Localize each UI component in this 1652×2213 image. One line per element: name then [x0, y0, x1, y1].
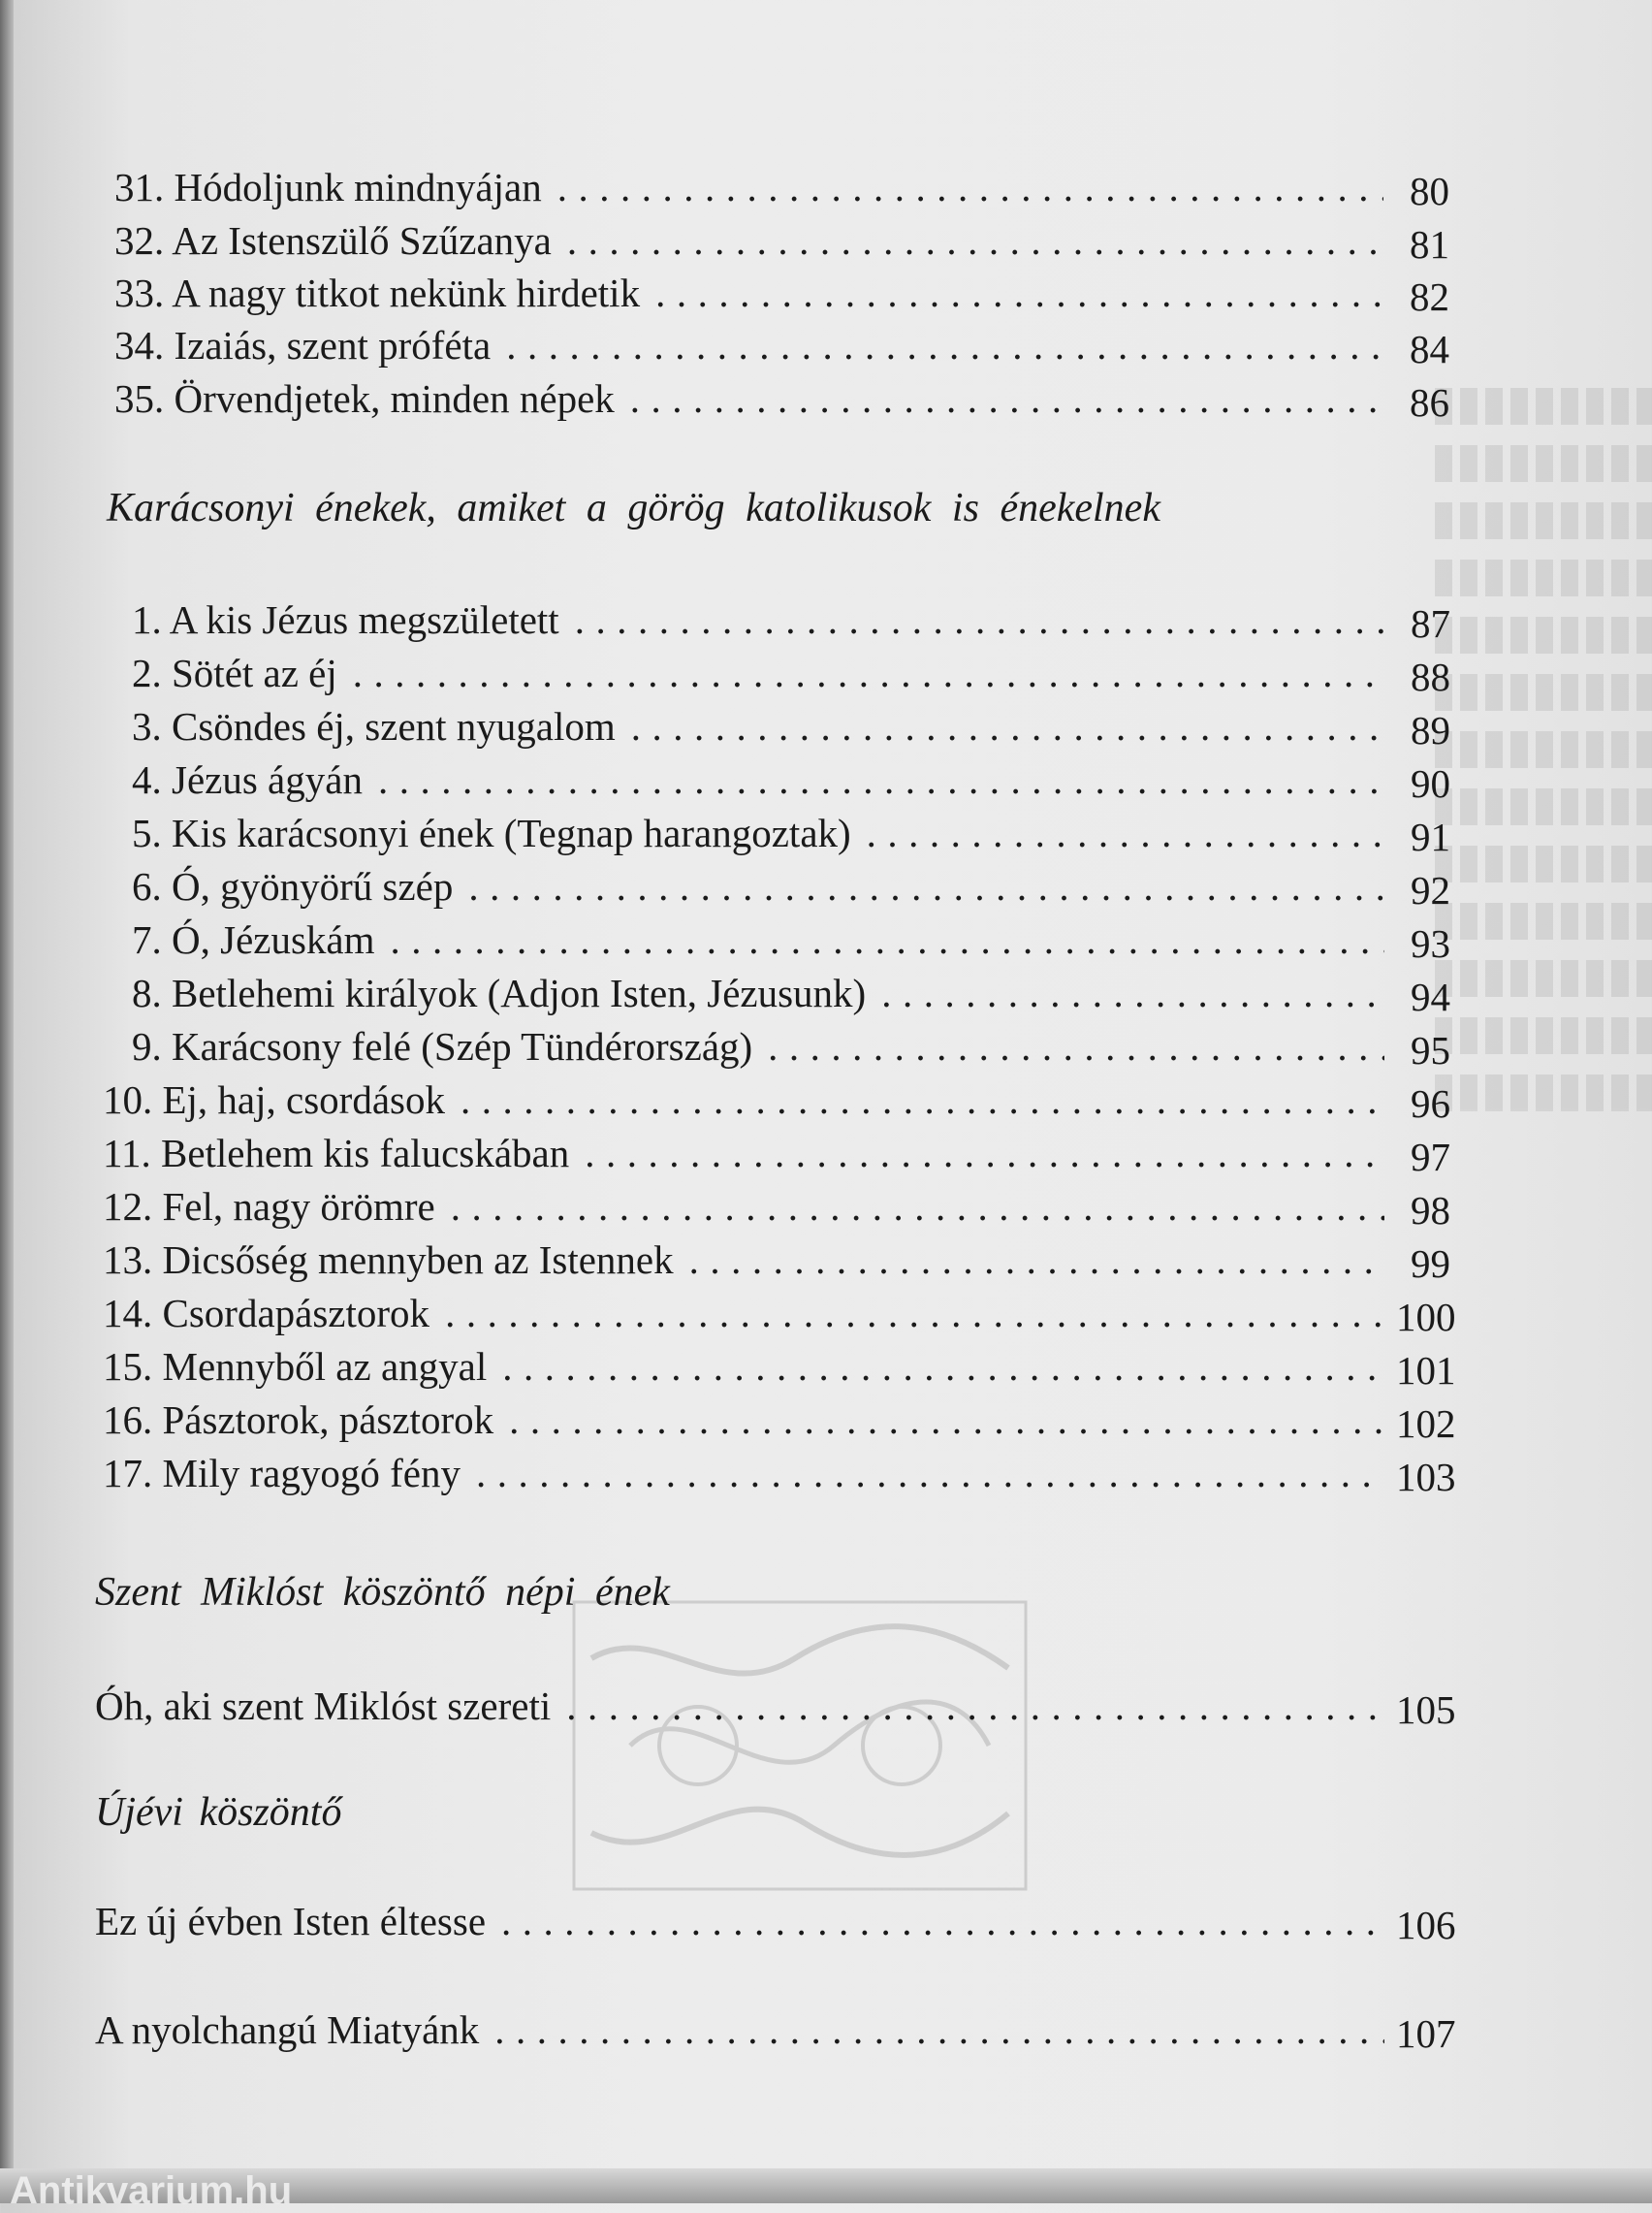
entry-title: Óh, aki szent Miklóst szereti: [95, 1684, 552, 1728]
entry-page: 84: [1410, 327, 1449, 371]
entry-title: 11. Betlehem kis falucskában: [103, 1131, 570, 1175]
entry-title: 33. A nagy titkot nekünk hirdetik: [114, 271, 641, 315]
dot-leader: [867, 814, 1384, 857]
entry-title: 8. Betlehemi királyok (Adjon Isten, Jézusunk): [132, 971, 867, 1015]
toc-entry[interactable]: [132, 643, 1450, 697]
toc-entry[interactable]: [95, 1891, 1456, 1947]
decorative-ornament: [572, 1600, 1028, 1891]
entry-page: 91: [1411, 815, 1450, 859]
entry-page: 90: [1411, 761, 1450, 806]
toc-entry[interactable]: [114, 157, 1449, 211]
dot-leader: [468, 867, 1384, 911]
entry-title: 32. Az Istenszülő Szűzanya: [114, 218, 552, 263]
toc-entry[interactable]: [103, 1070, 1450, 1124]
entry-page: 97: [1411, 1135, 1450, 1179]
toc-entry[interactable]: [103, 1336, 1456, 1393]
section-heading-christmas: Karácsonyi énekek, amiket a görög katolikusok is énekelnek: [107, 486, 1160, 530]
entry-page: 93: [1411, 921, 1450, 966]
dot-leader: [451, 1187, 1384, 1231]
toc-entry[interactable]: [103, 1390, 1456, 1446]
entry-title: 31. Hódoljunk mindnyájan: [114, 165, 542, 209]
toc-entry[interactable]: [132, 856, 1450, 911]
dot-leader: [461, 1080, 1384, 1124]
dot-leader: [506, 326, 1383, 369]
entry-page: 89: [1411, 708, 1450, 753]
entry-page: 100: [1396, 1295, 1456, 1339]
entry-page: 81: [1410, 222, 1449, 267]
dot-leader: [575, 600, 1384, 644]
entry-title: 34. Izaiás, szent próféta: [114, 323, 492, 368]
toc-entry[interactable]: [114, 315, 1449, 369]
entry-page: 86: [1410, 380, 1449, 425]
entry-title: 4. Jézus ágyán: [132, 757, 363, 802]
watermark: Antikvarium.hu: [10, 2169, 293, 2212]
entry-title: 13. Dicsőség mennyben az Istennek: [103, 1237, 674, 1282]
toc-entry[interactable]: [132, 750, 1450, 804]
section-heading-nicholas: Szent Miklóst köszöntő népi ének: [95, 1570, 670, 1615]
entry-title: 3. Csöndes éj, szent nyugalom: [132, 704, 616, 749]
dot-leader: [509, 1400, 1384, 1444]
entry-page: 88: [1411, 655, 1450, 699]
toc-entry[interactable]: [132, 696, 1450, 751]
dot-leader: [655, 273, 1383, 317]
entry-title: 12. Fel, nagy örömre: [103, 1184, 435, 1229]
dot-leader: [566, 1686, 1384, 1730]
entry-page: 96: [1411, 1081, 1450, 1126]
entry-title: A nyolchangú Miatyánk: [95, 2007, 480, 2052]
dot-leader: [391, 920, 1384, 964]
dot-leader: [585, 1134, 1384, 1177]
toc-entry[interactable]: [114, 210, 1449, 265]
dot-leader: [445, 1294, 1384, 1337]
entry-title: 10. Ej, haj, csordások: [103, 1077, 445, 1122]
section-heading-newyear: Újévi köszöntő: [95, 1790, 342, 1835]
dot-leader: [494, 2010, 1384, 2054]
entry-title: 7. Ó, Jézuskám: [132, 917, 375, 962]
entry-page: 94: [1411, 975, 1450, 1019]
toc-entry[interactable]: [95, 1676, 1456, 1732]
entry-page: 101: [1396, 1348, 1456, 1393]
entry-page: 107: [1396, 2011, 1456, 2056]
entry-page: 80: [1410, 169, 1449, 213]
dot-leader: [631, 707, 1384, 751]
entry-page: 87: [1411, 601, 1450, 646]
dot-leader: [630, 379, 1383, 423]
entry-title: 2. Sötét az éj: [132, 651, 337, 695]
entry-title: 35. Örvendjetek, minden népek: [114, 376, 615, 421]
dot-leader: [353, 654, 1384, 697]
dot-leader: [378, 760, 1384, 804]
toc-entry[interactable]: [95, 2000, 1456, 2056]
entry-title: 14. Csordapásztorok: [103, 1291, 430, 1335]
entry-title: Ez új évben Isten éltesse: [95, 1899, 487, 1943]
toc-entry[interactable]: [103, 1443, 1456, 1499]
entry-page: 103: [1396, 1455, 1456, 1499]
toc-entry[interactable]: [103, 1283, 1456, 1339]
entry-page: 98: [1411, 1188, 1450, 1233]
toc-entry[interactable]: [132, 910, 1450, 964]
entry-page: 99: [1411, 1241, 1450, 1286]
toc-entry[interactable]: [103, 1123, 1450, 1177]
entry-page: 92: [1411, 868, 1450, 913]
dot-leader: [689, 1240, 1384, 1284]
entry-title: 17. Mily ragyogó fény: [103, 1451, 461, 1495]
dot-leader: [768, 1027, 1384, 1071]
toc-entry[interactable]: [103, 1176, 1450, 1231]
toc-entry[interactable]: [132, 803, 1450, 857]
dot-leader: [502, 1347, 1384, 1391]
entry-title: 1. A kis Jézus megszületett: [132, 597, 559, 642]
entry-page: 82: [1410, 274, 1449, 319]
page-left-shadow: [0, 0, 14, 2203]
dot-leader: [501, 1902, 1384, 1945]
bleed-through-text: [1435, 388, 1652, 1144]
toc-entry[interactable]: [114, 263, 1449, 317]
entry-title: 5. Kis karácsonyi ének (Tegnap harangoztak): [132, 811, 851, 855]
entry-title: 16. Pásztorok, pásztorok: [103, 1397, 494, 1442]
entry-page: 95: [1411, 1028, 1450, 1073]
toc-entry[interactable]: [132, 590, 1450, 644]
page-bottom-shadow: [0, 2168, 1652, 2212]
toc-entry[interactable]: [103, 1230, 1450, 1284]
dot-leader: [567, 221, 1383, 265]
dot-leader: [557, 168, 1383, 211]
entry-page: 102: [1396, 1401, 1456, 1446]
entry-title: 15. Mennyből az angyal: [103, 1344, 488, 1389]
dot-leader: [476, 1454, 1384, 1497]
entry-title: 6. Ó, gyönyörű szép: [132, 864, 454, 909]
toc-entry[interactable]: [132, 963, 1450, 1017]
dot-leader: [881, 974, 1384, 1017]
entry-title: 9. Karácsony felé (Szép Tündérország): [132, 1024, 753, 1069]
entry-page: 106: [1396, 1903, 1456, 1947]
toc-entry[interactable]: [132, 1016, 1450, 1071]
toc-entry[interactable]: [114, 369, 1449, 423]
entry-page: 105: [1396, 1687, 1456, 1732]
